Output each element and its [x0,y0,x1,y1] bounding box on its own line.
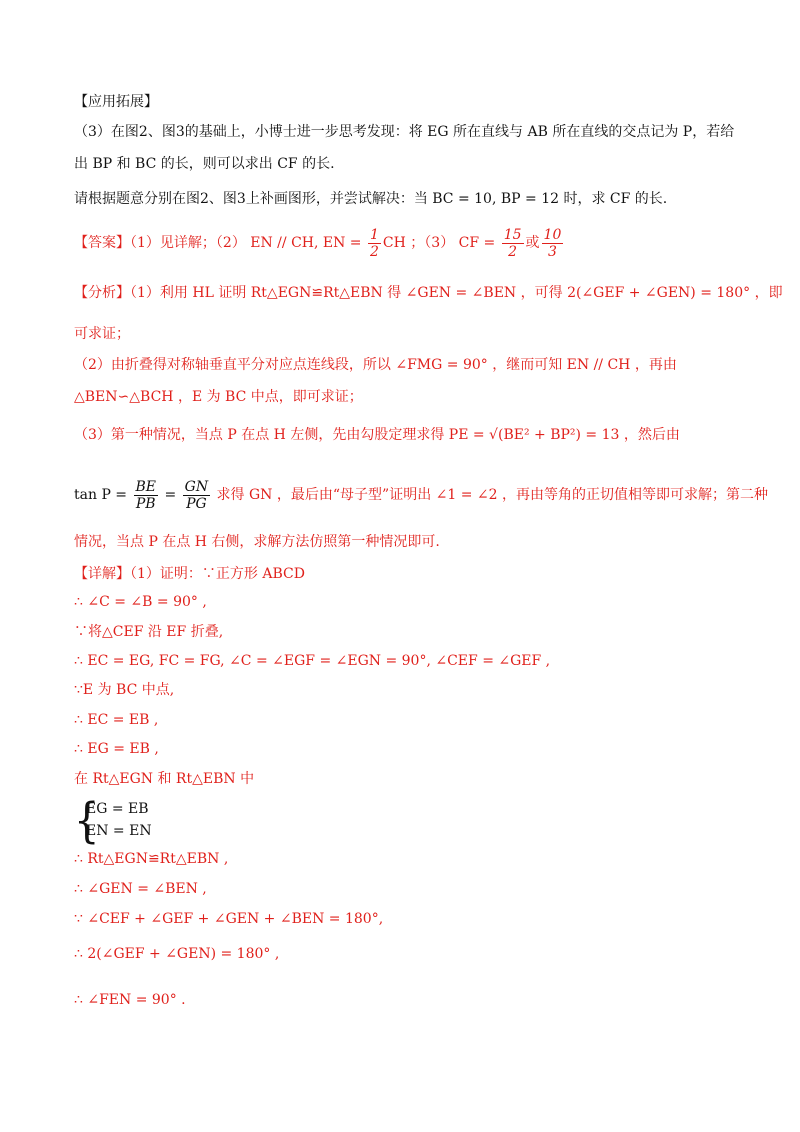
fraction-denominator: 2 [508,243,518,260]
system-equation-1: EG = EB [86,801,149,817]
detail-line-8: 在 Rt△EGN 和 Rt△EBN 中 [74,771,255,787]
tan-p-prefix: tan P = [74,487,132,503]
answer-part1: （1）见详解；（2） EN // CH, EN = [130,235,366,251]
detail-line-1 [74,564,305,584]
detail-line-12: ∴ 2(∠GEF + ∠GEN) = 180° , [74,946,280,962]
analysis-line-6 [74,478,768,512]
fraction-denominator: 3 [548,243,557,260]
detail-text-1: （1）证明：∵正方形 ABCD [130,566,305,582]
analysis-text-6: 求得 GN ，最后由“母子型”证明出 ∠1 = ∠2 ，再由等角的正切值相等即可求解；第二种 [212,487,768,503]
detail-label: 【详解】 [74,566,130,582]
detail-line-4: ∴ EC = EG, FC = FG, ∠C = ∠EGF = ∠EGN = 90°, ∠CEF = ∠GEF , [74,653,551,669]
fraction-numerator: GN [184,478,209,495]
analysis-line-3: （2）由折叠得对称轴垂直平分对应点连线段，所以 ∠FMG = 90° ，继而可知 EN // CH ，再由 [74,357,677,373]
detail-line-6: ∴ EC = EB , [74,712,159,728]
answer-line [74,226,565,260]
analysis-label: 【分析】 [74,285,130,301]
fraction-be-pb [134,479,159,512]
answer-part1-tail: CH ；（3） CF = [382,235,500,251]
section-title: 【应用拓展】 [74,94,158,110]
detail-line-13: ∴ ∠FEN = 90° . [74,992,186,1008]
equals-sign: = [160,487,181,503]
analysis-line-7: 情况，当点 P 在点 H 右侧，求解方法仿照第一种情况即可. [74,534,440,550]
fraction-numerator: 15 [503,226,522,243]
detail-line-9: ∴ Rt△EGN≌Rt△EBN , [74,851,229,867]
detail-line-11: ∵ ∠CEF + ∠GEF + ∠GEN + ∠BEN = 180°, [74,911,384,927]
answer-cf-fraction-1 [502,227,524,260]
fraction-denominator: PG [186,495,207,512]
answer-cf-fraction-2 [542,227,564,260]
detail-line-7: ∴ EG = EB , [74,741,159,757]
detail-line-2: ∴ ∠C = ∠B = 90° , [74,594,207,610]
detail-line-10: ∴ ∠GEN = ∠BEN , [74,881,207,897]
fraction-numerator: 1 [370,226,379,243]
answer-fraction-half [368,227,381,260]
answer-or: 或 [525,235,540,251]
detail-line-3: ∵将△CEF 沿 EF 折叠, [74,624,224,640]
analysis-line-4: △BEN∽△BCH ，E 为 BC 中点，即可求证； [74,389,363,405]
system-brace: { [74,793,100,849]
fraction-numerator: BE [135,478,157,495]
analysis-line-2: 可求证； [74,326,130,342]
analysis-line-1 [74,283,783,303]
answer-label: 【答案】 [74,235,130,251]
analysis-line-5: （3）第一种情况，当点 P 在点 H 左侧，先由勾股定理求得 PE = √(BE² + BP²) = 13 ，然后由 [74,427,680,443]
detail-line-5: ∵E 为 BC 中点, [74,682,175,698]
question-3-line-3: 请根据题意分别在图2、图3上补画图形，并尝试解决：当 BC = 10, BP = 12 时，求 CF 的长. [74,191,668,207]
analysis-text-1: （1）利用 HL 证明 Rt△EGN≌Rt△EBN 得 ∠GEN = ∠BEN ，可得 2(∠GEF + ∠GEN) = 180° ，即 [130,285,783,301]
fraction-denominator: 2 [370,243,379,260]
fraction-gn-pg [183,479,210,512]
question-3-line-2: 出 BP 和 BC 的长，则可以求出 CF 的长. [74,156,335,172]
system-equation-2: EN = EN [86,823,152,839]
question-3-line-1: （3）在图2、图3的基础上，小博士进一步思考发现：将 EG 所在直线与 AB 所在直线的交点记为 P，若给 [74,124,735,140]
fraction-denominator: PB [135,495,156,512]
fraction-numerator: 10 [543,226,562,243]
